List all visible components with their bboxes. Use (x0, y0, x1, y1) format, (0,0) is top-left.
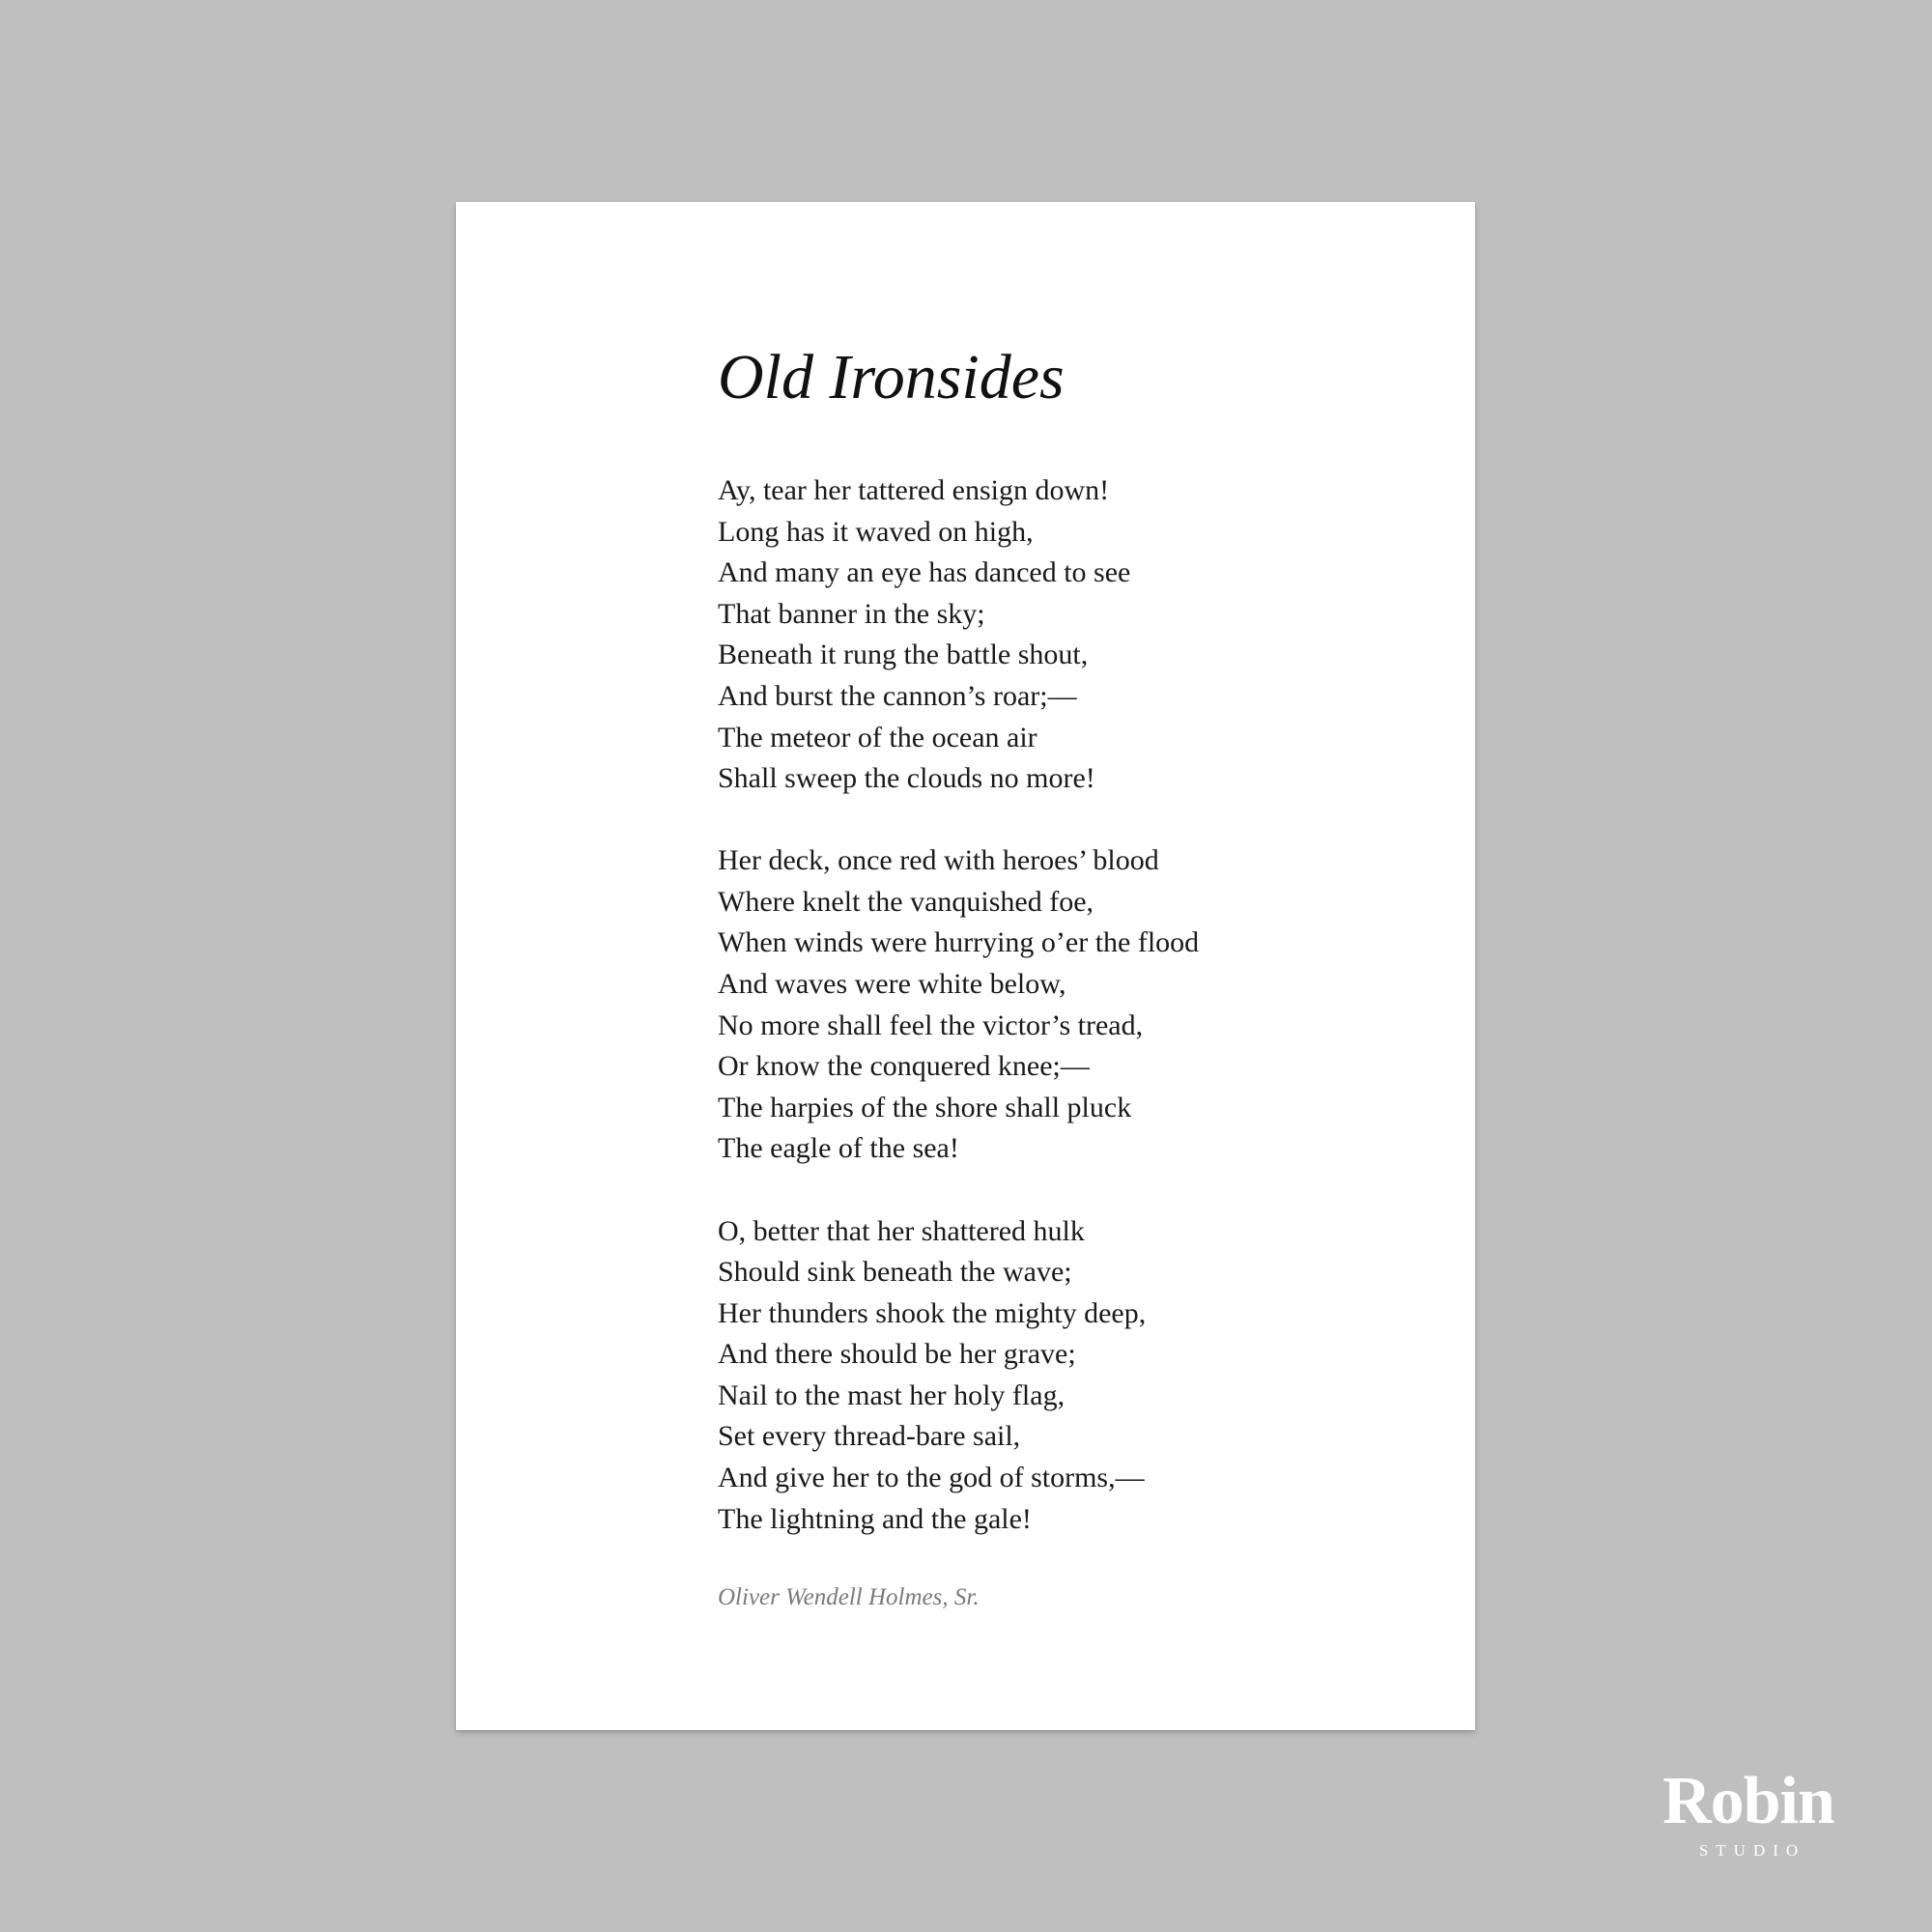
poem-line: And waves were white below, (718, 968, 1066, 1001)
poem-line: Her thunders shook the mighty deep, (718, 1296, 1147, 1329)
poem-line: The harpies of the shore shall pluck (718, 1091, 1132, 1123)
poem-body (718, 470, 1452, 1540)
poem-line: And there should be her grave; (718, 1338, 1076, 1371)
poem-line: Set every thread-bare sail, (718, 1420, 1021, 1453)
stanza-1 (718, 470, 1452, 800)
stanza-3 (718, 1211, 1452, 1541)
poem-poster (456, 202, 1475, 1730)
poem-line: Should sink beneath the wave; (718, 1256, 1072, 1289)
brand-name: Robin (1662, 1764, 1834, 1838)
poem-line: And burst the cannon’s roar;— (718, 679, 1077, 712)
poem-line: Where knelt the vanquished foe, (718, 885, 1094, 918)
poem-line: That banner in the sky; (718, 597, 985, 630)
poem-line: And many an eye has danced to see (718, 556, 1131, 589)
brand-logo (1633, 1764, 1864, 1862)
poem-title: Old Ironsides (718, 342, 1065, 412)
poem-line: Beneath it rung the battle shout, (718, 639, 1089, 671)
poem-line: Long has it waved on high, (718, 515, 1034, 548)
poem-line: No more shall feel the victor’s tread, (718, 1009, 1144, 1041)
poster-content (718, 335, 1452, 1614)
poem-line: When winds were hurrying o’er the flood (718, 926, 1200, 959)
poem-line: O, better that her shattered hulk (718, 1214, 1085, 1247)
poem-author: Oliver Wendell Holmes, Sr. (718, 1583, 980, 1610)
poem-line: Ay, tear her tattered ensign down! (718, 474, 1110, 506)
poem-line: The lightning and the gale! (718, 1502, 1032, 1535)
poem-line: The eagle of the sea! (718, 1132, 959, 1165)
poem-line: Her deck, once red with heroes’ blood (718, 844, 1159, 877)
poem-line: Or know the conquered knee;— (718, 1050, 1090, 1083)
poem-line: Nail to the mast her holy flag, (718, 1378, 1065, 1411)
poem-line: The meteor of the ocean air (718, 721, 1037, 753)
poem-line: Shall sweep the clouds no more! (718, 762, 1095, 795)
brand-subtitle: STUDIO (1698, 1841, 1806, 1860)
poem-line: And give her to the god of storms,— (718, 1462, 1145, 1494)
stanza-2 (718, 840, 1452, 1170)
